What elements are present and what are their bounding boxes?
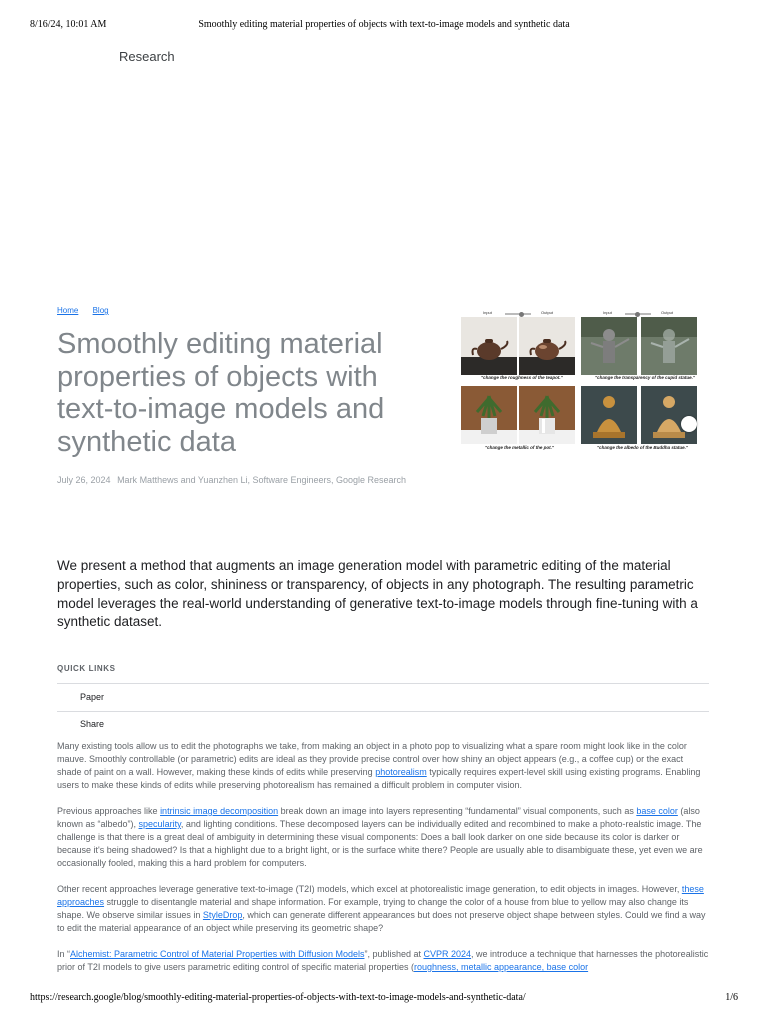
post-authors: Mark Matthews and Yuanzhen Li, Software Engineers, Google Research [117, 475, 407, 485]
pot-input-image [461, 386, 517, 444]
p2-text-d: , and lighting conditions. These decomposed layers can be individually edited and recombined to make a photo-realstic image. The challenge is that there is a great deal of ambiguity in determining these visual components: Does a ball look darker on one side because its color is darker or because it's being shadowed? Is that a highlight due to a bright light, or is the surface white there? People are usually able to disambiguate these, yet even we are occasionally fooled, making this a hard problem for computers. [57, 818, 703, 868]
intro-summary: We present a method that augments an image generation model with parametric editing of the material properties, such as color, shininess or transparency, of objects in any photograph. The resulting parametric model leverages the real-world understanding of generative text-to-image models through fine-tuning with a synthetic dataset. [57, 558, 698, 630]
page-title: Smoothly editing material properties of objects with text-to-image models and synthetic data [57, 328, 385, 458]
figure-caption-teapot: "change the roughness of the teapot." [481, 375, 563, 380]
body-paragraph-1 [57, 740, 709, 792]
figure-caption-buddha: "change the albedo of the Buddha statue." [597, 445, 689, 450]
quick-links-divider-2 [57, 711, 709, 712]
p2-text-b: break down an image into layers representing “fundamental” visual components, such as [278, 806, 637, 816]
print-header [30, 19, 738, 33]
cupid-output-image [641, 317, 697, 375]
quick-links-label: QUICK LINKS [57, 664, 116, 673]
photorealism-link[interactable]: photorealism [375, 766, 427, 777]
p4-text-c: , we introduce a technique that harnesses the photorealistic prior of T2I models to give users parametric editing control of specific material properties ( [57, 949, 709, 972]
specularity-link[interactable]: specularity [138, 818, 181, 829]
intrinsic-image-decomposition-link[interactable]: intrinsic image decomposition [160, 806, 279, 816]
print-page-number: 1/6 [725, 992, 738, 1003]
styledrop-link[interactable]: StyleDrop [202, 909, 243, 920]
p3-text-c: , which can generate different appearances but does not preserve object shape between styles. Could we find a way to edit the material appearance of an object while preserving its geometric shape? [57, 909, 706, 933]
quick-link-paper[interactable]: Paper [80, 692, 105, 702]
figure-slider-2 [625, 313, 651, 315]
body-paragraph-2 [57, 805, 709, 870]
figure-output-label-2: Output [661, 310, 674, 315]
p1-text-b: typically requires expert-level skill using existing programs. Enabling users to make these kinds of edits while preserving photorealism has remained a difficult problem in computer vision. [57, 766, 701, 790]
p2-text-c: (also known as “albedo”), [57, 806, 700, 829]
print-title: Smoothly editing material properties of objects with text-to-image models and synthetic data [198, 19, 570, 30]
pot-output-image [519, 386, 575, 444]
cupid-input-image [581, 317, 637, 375]
hero-figure [455, 308, 705, 458]
breadcrumb-home-link[interactable]: Home [57, 306, 79, 315]
quick-link-share[interactable]: Share [80, 719, 105, 729]
buddha-output-image [641, 386, 697, 444]
figure-caption-cupid: "change the transparency of the cupid statue." [595, 375, 696, 380]
figure-input-label-2: Input [603, 310, 612, 315]
breadcrumb [57, 306, 121, 315]
p4-text-b: ”, published at [364, 949, 424, 959]
byline [57, 475, 410, 485]
body-paragraph-4 [57, 948, 709, 974]
p2-text-a: Previous approaches like [57, 806, 161, 816]
figure-slider-1 [505, 313, 531, 315]
alchemist-paper-link[interactable]: Alchemist: Parametric Control of Material Properties with Diffusion Models [70, 949, 365, 959]
material-properties-link[interactable]: roughness, metallic appearance, base color [414, 961, 589, 972]
teapot-output-image [519, 317, 575, 375]
post-date: July 26, 2024 [57, 475, 111, 485]
quick-links-divider-1 [57, 683, 709, 684]
figure-input-label-1: Input [483, 310, 492, 315]
base-color-link[interactable]: base color [636, 806, 678, 816]
print-footer [30, 992, 738, 1006]
brand-research-link[interactable]: Research [119, 49, 175, 64]
teapot-input-image [461, 317, 517, 375]
p4-text-a: In “ [57, 949, 71, 959]
p3-text-a: Other recent approaches leverage generative text-to-image (T2I) models, which excel at photorealistic image generation, to edit objects in images. However, [57, 884, 682, 894]
these-approaches-link[interactable]: these approaches [57, 884, 704, 907]
figure-output-label-1: Output [541, 310, 554, 315]
figure-caption-pot: "change the metallic of the pot." [485, 445, 555, 450]
print-datetime: 8/16/24, 10:01 AM [30, 19, 107, 30]
body-paragraph-3 [57, 883, 709, 935]
figure-play-button[interactable] [681, 416, 697, 432]
buddha-input-image [581, 386, 637, 444]
cvpr-2024-link[interactable]: CVPR 2024 [423, 949, 472, 959]
p3-text-b: struggle to disentangle material and shape information. For example, trying to change the color of a house from blue to yellow may also change its shape. We observe similar issues in [57, 896, 689, 920]
p1-text-a: Many existing tools allow us to edit the photographs we take, from making an object in a photo pop to visualizing what a spare room might look like in the color mauve. Smoothly controllable (or parametric) edits are ideal as they provide precise control over how shiny an object appears (e.g., a coffee cup) or the exact shade of paint on a wall. However, making these kinds of edits while preserving [57, 741, 687, 777]
print-url: https://research.google/blog/smoothly-editing-material-properties-of-objects-with-text-to-image-models-and-synthetic-data/ [30, 992, 526, 1003]
breadcrumb-blog-link[interactable]: Blog [92, 306, 109, 315]
